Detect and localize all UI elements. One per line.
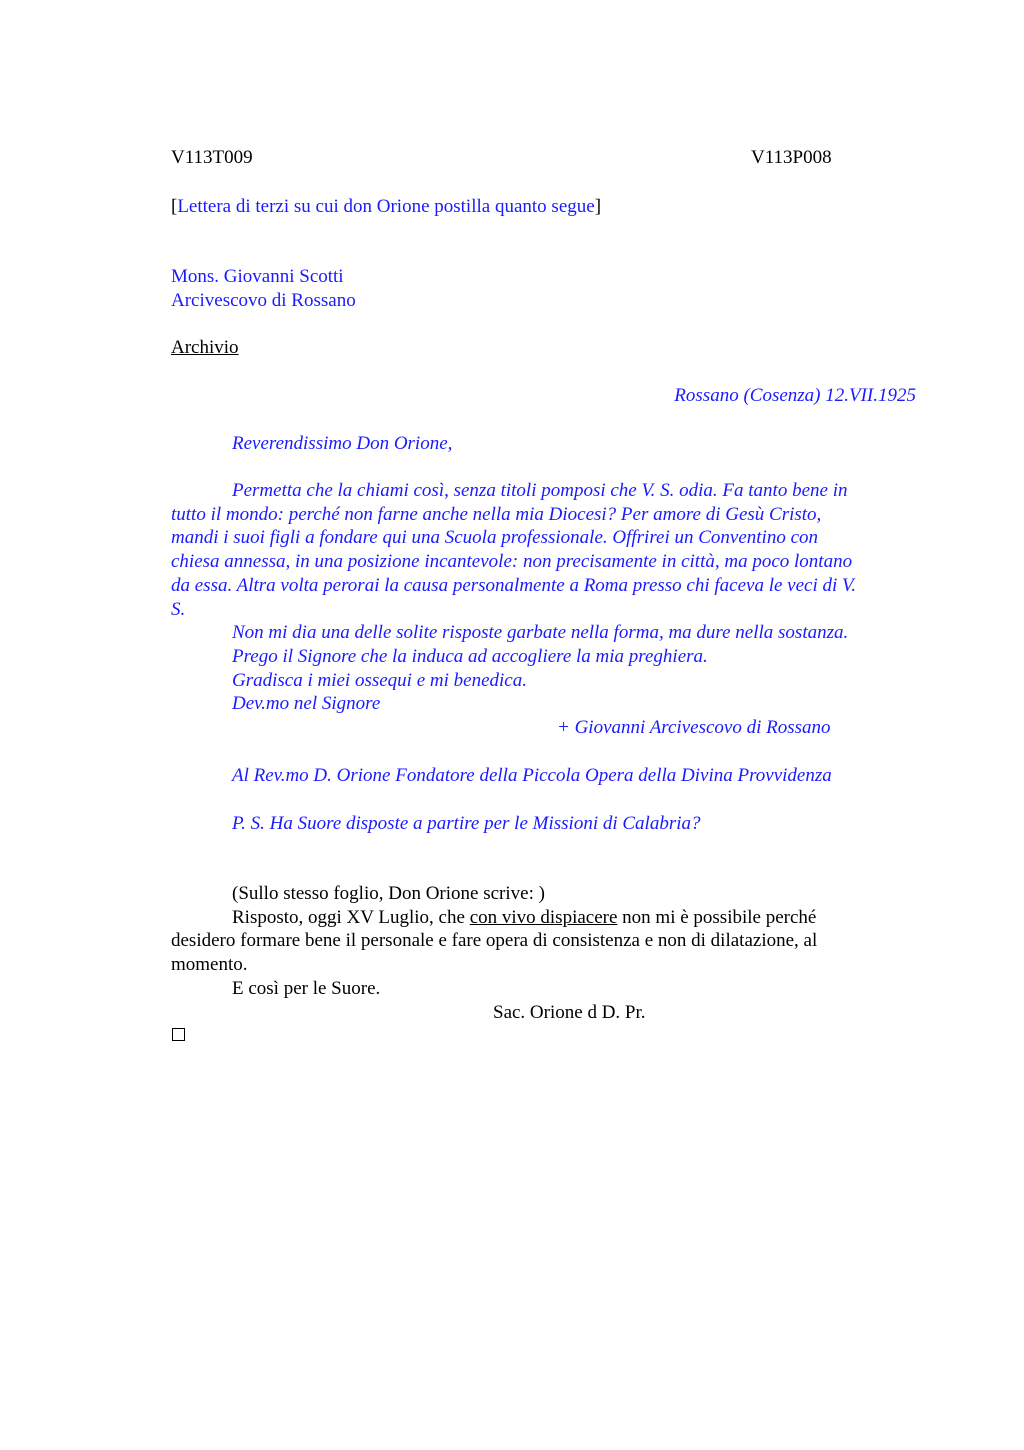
body-line: da essa. Altra volta perorai la causa personalmente a Roma presso chi faceva le veci di V. xyxy=(171,574,856,596)
postscript: P. S. Ha Suore disposte a partire per le Missioni di Calabria? xyxy=(232,813,701,834)
sender-title: Arcivescovo di Rossano xyxy=(171,290,356,311)
reply-line: Risposto, oggi XV Luglio, che con vivo dispiacere non mi è possibile perché xyxy=(232,906,817,928)
letter-address: Al Rev.mo D. Orione Fondatore della Piccola Opera della Divina Provvidenza xyxy=(232,765,832,786)
reply-line: momento. xyxy=(171,954,248,976)
orione-reply xyxy=(171,882,923,1001)
salutation: Reverendissimo Don Orione, xyxy=(232,433,453,454)
note-bracket-close: ] xyxy=(594,196,602,217)
code-right: V113P008 xyxy=(751,147,832,168)
reply-intro: (Sullo stesso foglio, Don Orione scrive: ) xyxy=(232,883,545,904)
body-line: mandi i suoi figli a fondare qui una Scuola professionale. Offrirei un Conventino con xyxy=(171,527,819,549)
reply-line: E così per le Suore. xyxy=(232,977,381,999)
body-line: tutto il mondo: perché non farne anche nella mia Diocesi? Per amore di Gesù Cristo, xyxy=(171,503,822,525)
note-text: Lettera di terzi su cui don Orione postilla quanto segue xyxy=(177,196,595,217)
letter-body xyxy=(171,479,923,716)
underlined-phrase: con vivo dispiacere xyxy=(469,906,618,928)
editorial-note xyxy=(171,195,601,219)
note-bracket-open: [ xyxy=(171,196,178,217)
closing-line: Gradisca i miei ossequi e mi benedica. xyxy=(232,669,527,691)
closing-line: Non mi dia una delle solite risposte garbate nella forma, ma dure nella sostanza. xyxy=(232,622,849,644)
closing-line: Prego il Signore che la induca ad accogliere la mia preghiera. xyxy=(232,645,708,667)
place-date: Rossano (Cosenza) 12.VII.1925 xyxy=(674,385,916,406)
body-line: Permetta che la chiami così, senza titoli pomposi che V. S. odia. Fa tanto bene in xyxy=(232,480,848,501)
code-left: V113T009 xyxy=(171,147,253,168)
reply-line: desidero formare bene il personale e fare opera di consistenza e non di dilatazione, al xyxy=(171,930,818,952)
end-square-icon xyxy=(172,1028,185,1041)
sender-name: Mons. Giovanni Scotti xyxy=(171,266,344,287)
body-line: chiesa annessa, in una posizione incantevole: non precisamente in città, ma poco lontano xyxy=(171,551,853,573)
closing-line: Dev.mo nel Signore xyxy=(232,693,381,715)
archive-label: Archivio xyxy=(171,337,239,358)
body-line: S. xyxy=(171,598,186,620)
letter-signature: + Giovanni Arcivescovo di Rossano xyxy=(557,717,831,738)
reply-signature: Sac. Orione d D. Pr. xyxy=(493,1002,646,1023)
